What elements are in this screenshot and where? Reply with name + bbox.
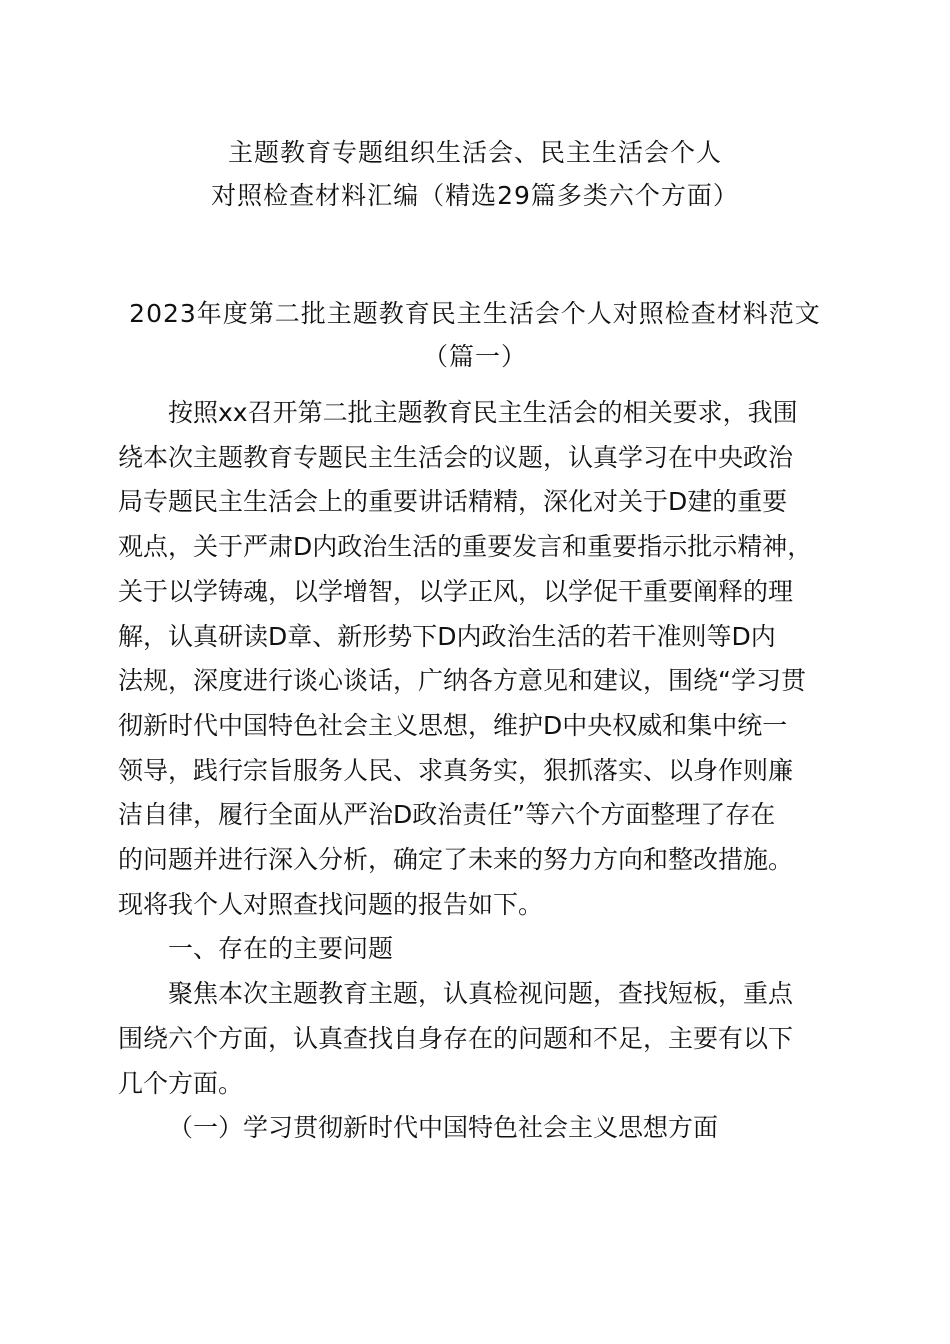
body-line: （一）学习贯彻新时代中国特色社会主义思想方面 (168, 1113, 719, 1143)
body-line: 的问题并进行深入分析，确定了未来的努力方向和整改措施。 (118, 845, 794, 875)
body-line: 彻新时代中国特色社会主义思想，维护D中央权威和集中统一 (118, 710, 788, 740)
body-line: 聚焦本次主题教育主题，认真检视问题，查找短板，重点 (168, 979, 794, 1009)
body-line: 领导，践行宗旨服务人民、求真务实，狠抓落实、以身作则廉 (118, 755, 794, 785)
section-title (0, 292, 950, 378)
section-title-line-2: （篇一） (422, 342, 527, 371)
body-line: 洁自律，履行全面从严治D政治责任”等六个方面整理了存在 (118, 800, 776, 830)
section-title-line-1: 2023年度第二批主题教育民主生活会个人对照检查材料范文 (129, 299, 821, 328)
body-line: 关于以学铸魂，以学增智，以学正风，以学促干重要阐释的理 (118, 576, 794, 606)
body-line: 观点，关于严肃D内政治生活的重要发言和重要指示批示精神， (118, 532, 813, 562)
body-line: 解，认真研读D章、新形势下D内政治生活的若干准则等D内 (118, 621, 776, 651)
body-line: 按照xx召开第二批主题教育民主生活会的相关要求，我围 (168, 398, 798, 427)
body-line: 局专题民主生活会上的重要讲话精精，深化对关于D建的重要 (118, 487, 788, 517)
body-line: 围绕六个方面，认真查找自身存在的问题和不足，主要有以下 (118, 1023, 794, 1053)
body-line: 一、存在的主要问题 (168, 934, 394, 964)
body-text (118, 391, 838, 1151)
body-line: 法规，深度进行谈心谈话，广纳各方意见和建议，围绕“学习贯 (118, 666, 806, 696)
body-line: 几个方面。 (118, 1068, 244, 1098)
document-title-line-2: 对照检查材料汇编（精选29篇多类六个方面） (211, 181, 739, 210)
document-title (0, 131, 950, 217)
body-line: 现将我个人对照查找问题的报告如下。 (118, 889, 544, 919)
document-title-line-1: 主题教育专题组织生活会、民主生活会个人 (227, 138, 722, 167)
body-line: 绕本次主题教育专题民主生活会的议题，认真学习在中央政治 (118, 442, 794, 472)
